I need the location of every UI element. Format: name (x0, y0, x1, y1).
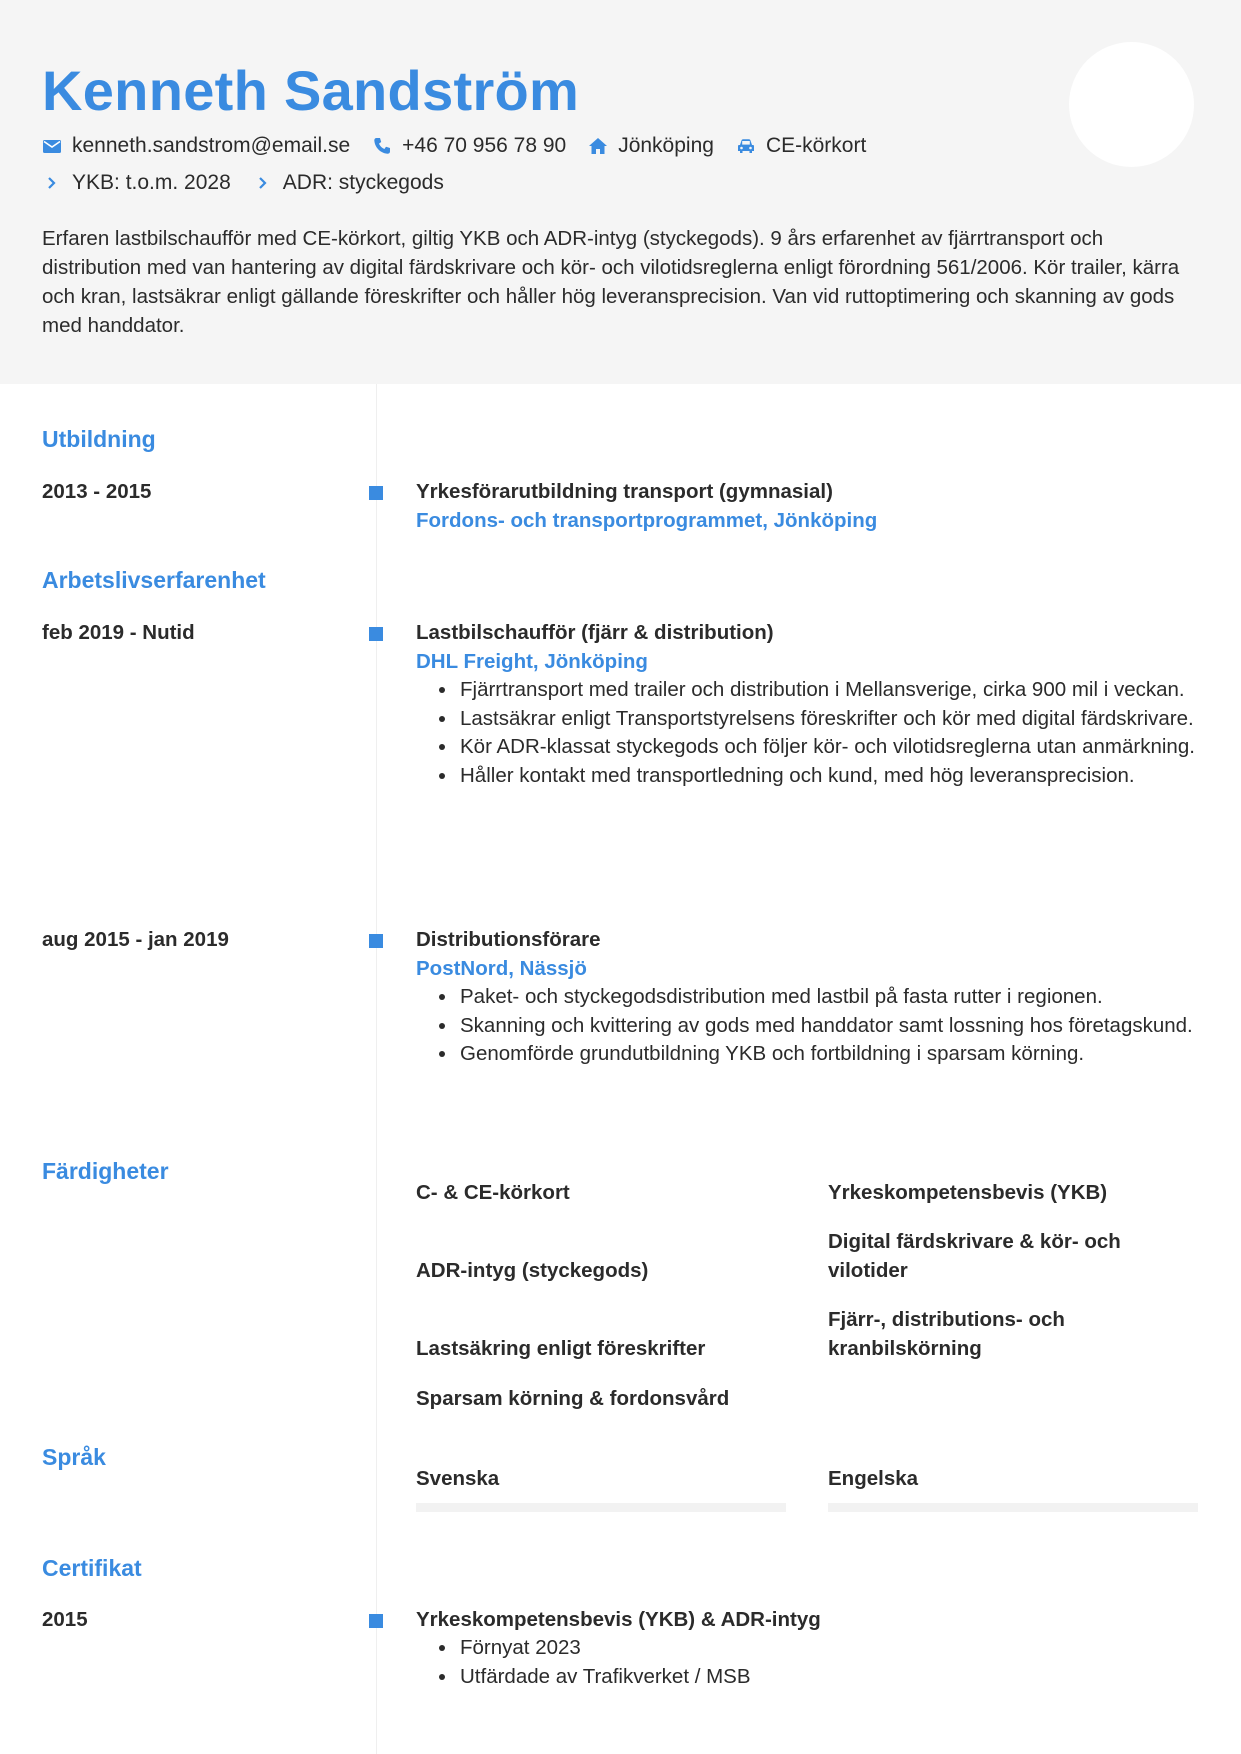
language-level-bar (416, 1503, 786, 1512)
contact-email-text: kenneth.sandstrom@email.se (72, 134, 351, 157)
car-icon (736, 136, 756, 156)
job-bullets (416, 676, 1206, 790)
section-title-education: Utbildning (42, 426, 156, 452)
list-item: • Skanning och kvittering av gods med handdator samt lossning hos företagskund. (458, 1012, 1206, 1041)
experience-date: aug 2015 - jan 2019 (42, 928, 229, 951)
phone-icon (372, 136, 392, 156)
timeline-divider (376, 384, 377, 1754)
timeline-marker (369, 486, 383, 500)
contact-location-text: Jönköping (618, 134, 714, 157)
contact-adr-text: ADR: styckegods (282, 171, 444, 194)
list-item: • Håller kontakt med transportledning och kund, med hög leveransprecision. (458, 762, 1206, 791)
education-entry (416, 477, 1206, 535)
list-item: • Fjärrtransport med trailer och distribution i Mellansverige, cirka 900 mil i veckan. (458, 676, 1206, 705)
experience-date: feb 2019 - Nutid (42, 621, 195, 644)
skill-item: Fjärr-, distributions- och kranbilskörning (828, 1308, 1065, 1360)
section-title-experience: Arbetslivserfarenhet (42, 567, 266, 593)
job-employer: PostNord, Nässjö (416, 957, 587, 980)
contact-ykb-text: YKB: t.o.m. 2028 (72, 171, 231, 194)
list-item: • Kör ADR-klassat styckegods och följer kör- och vilotidsreglerna utan anmärkning. (458, 733, 1206, 762)
language-name: Svenska (416, 1467, 500, 1490)
skill-item: C- & CE-körkort (416, 1181, 570, 1204)
skill-item: Digital färdskrivare & kör- och vilotider (828, 1230, 1121, 1282)
list-item: • Lastsäkrar enligt Transportstyrelsens föreskrifter och kör med digital färdskrivare. (458, 705, 1206, 734)
profile-photo (1069, 42, 1194, 167)
section-title-languages: Språk (42, 1444, 106, 1470)
list-item: • Förnyat 2023 (458, 1634, 1206, 1663)
timeline-marker (369, 1614, 383, 1628)
envelope-icon (42, 136, 62, 156)
education-date: 2013 - 2015 (42, 480, 152, 503)
list-item: • Paket- och styckegodsdistribution med lastbil på fasta rutter i regionen. (458, 983, 1206, 1012)
certificate-bullets (416, 1634, 1206, 1691)
experience-entry (416, 618, 1206, 790)
education-title: Yrkesförarutbildning transport (gymnasial) (416, 480, 833, 503)
education-school: Fordons- och transportprogrammet, Jönköping (416, 509, 878, 532)
certificate-entry (416, 1605, 1206, 1691)
job-title: Lastbilschaufför (fjärr & distribution) (416, 621, 774, 644)
contact-phone-text: +46 70 956 78 90 (402, 134, 567, 157)
contact-row-secondary (42, 171, 444, 195)
header-band (0, 0, 1241, 384)
contact-license (736, 134, 866, 158)
contact-adr (253, 171, 444, 195)
skill-item: Lastsäkring enligt föreskrifter (416, 1337, 706, 1360)
contact-email[interactable] (42, 134, 350, 158)
chevron-right-icon (253, 173, 273, 193)
certificate-title: Yrkeskompetensbevis (YKB) & ADR-intyg (416, 1608, 821, 1631)
contact-license-text: CE-körkort (765, 134, 867, 157)
contact-phone[interactable] (372, 134, 566, 158)
skill-item: Sparsam körning & fordonsvård (416, 1387, 730, 1410)
chevron-right-icon (42, 173, 62, 193)
job-employer: DHL Freight, Jönköping (416, 650, 648, 673)
profile-summary: Erfaren lastbilschaufför med CE-körkort, giltig YKB och ADR-intyg (styckegods). 9 års erfarenhet av fjärrtransport och distribution med van hantering av digital färdskrivare och kör- och vilotidsreglerna enligt förordning 561/2006. Kör trailer, kärra och kran, lastsäkrar enligt gällande föreskrifter och håller hög leveransprecision. Van vid ruttoptimering och skanning av gods med handdator. (42, 227, 1180, 337)
contact-ykb (42, 171, 231, 195)
list-item: • Genomförde grundutbildning YKB och fortbildning i sparsam körning. (458, 1040, 1206, 1069)
section-title-certificates: Certifikat (42, 1555, 142, 1581)
candidate-name: Kenneth Sandström (42, 59, 580, 122)
contact-location (588, 134, 714, 158)
job-bullets (416, 983, 1206, 1069)
language-name: Engelska (828, 1467, 919, 1490)
timeline-marker (369, 934, 383, 948)
home-icon (588, 136, 608, 156)
contact-row-primary (42, 134, 866, 158)
list-item: • Utfärdade av Trafikverket / MSB (458, 1663, 1206, 1692)
skill-item: ADR-intyg (styckegods) (416, 1259, 649, 1282)
section-title-skills: Färdigheter (42, 1158, 169, 1184)
certificate-date: 2015 (42, 1608, 88, 1631)
skill-item: Yrkeskompetensbevis (YKB) (828, 1181, 1108, 1204)
experience-entry (416, 925, 1206, 1069)
job-title: Distributionsförare (416, 928, 601, 951)
timeline-marker (369, 627, 383, 641)
language-level-bar (828, 1503, 1198, 1512)
